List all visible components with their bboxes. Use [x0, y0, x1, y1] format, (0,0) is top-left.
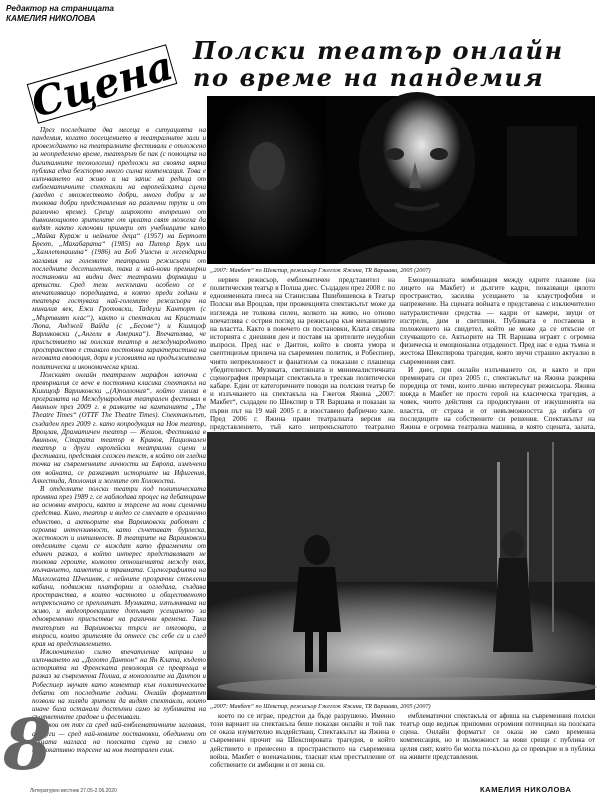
page-editor — [6, 4, 166, 24]
page-number: 8 — [3, 703, 52, 786]
left-paragraph-1: През последните два месеца в ситуацията на пандемия, когато посещението в театралните зали и провеждането на театралните фестивали е отложено за неопределено време, театърът бе пак (с помощта на дигиталните технологии) предложи на своята вярна публика една безспорно много силна компенсация. Това е излъчването на живо и на запис на редица от емблематичните спектакли на европейската сцена (заедно с множеството добри, много добри и не толкова добри представления на различни трупи и от различно време). Срещу широкото вътрешно от дивномощното зрителите от цялата свят можеха да видят както ключови примери от учебниците като „Майка Кураж и нейните деца“ (1957) на Бертолт Брехт, „Махабарата“ (1985) на Питър Брук или „Хамлетмашина“ (1986) на Боб Уилсън и легендарни заглавия на големите театрални режисьори от последните десетилетия, така и най-нови премиерни постановки на видни днес театрални формации и артисти. Сред тези нескъпани особено се е впечатляващо поредицата, в която преди години в театъра гостуваха най-големите режисьори на миналия век, Ежи Гротовски, Тадеуш Канторт (с „Мъртвият клас“), както и спектакли на Кристиан Люпа, Анджей Вайда (с „Бесове“) и Кшищоф Варликовски („Ангели в Америка“). Впечатлява, че присъствието на полския театър в международното пространство е станало постоянна характеристика на неговата еволюция, дори в условията на продължителна политическа и икономическа криза. — [32, 126, 207, 371]
section-rubric — [28, 40, 178, 128]
left-paragraph-3: В отделните полски театри под политическата промяна през 1989 г. се наблюдава процес на дебатиране на основни въпроси, както и търсене на нови сценични средства. Кино, театър и видео се смесват в органично единство, а актьорите във Варликовски работят с огромна интензивност, като съчетават бурлеска, жестокост и интимност. В театрите на Варликовски отделните сцени се виждат като фрагменти от единен разказ, в който интерес представляват не толкова героите, колкото отношенията между тях, мълчанието, паметта и травмата. Сценографията на Малгожата Шчешняк, с нейните прозрачни стъклени кабини, подвижни платформи и огледала, създава пространства, в които частното и общественото непрекъснато се преплитат. Музиката, изпълнявана на живо, и видеопроекциите допълват усещането за едновременно присъствие на различни времена. Така театърът на Варликовски търси не отговори, а въпроси, които зрителят да отнесе със себе си и след края на представлението. — [32, 484, 206, 648]
headline-line-2: по време на пандемия — [193, 63, 545, 92]
article-author: КАМЕЛИЯ НИКОЛОВА — [480, 785, 572, 794]
left-paragraph-5: Някои от тях са сред най-емблематичните заглавия, а други — сред най-новите постановки, обединени от общата нагласа на полската сцена за смело и провокативно търсене на нов театрален език. — [32, 721, 206, 754]
left-paragraph-4: Изключително силно впечатление направи и излъчването на „Делото Дантон“ на Ян Клата, където историята на Френската революция се превръща в разказ за съвременна Полша, а монолозите на Дантон и Робеспиер звучат като коментар към политическите дебати от последните години. Онлайн форматът позволи на хиляди зрители да видят спектакли, които иначе биха останали достъпни само за публиката на съответните градове и фестивали. — [32, 648, 206, 722]
middle-paragraph-bottom: което по се играе, предстои да бъде разрушено. Именно този вариант на спектакъла беше показан онлайн и той пак се оказа изумително въздействащ. Спектакълът на Яжина е съвременен прочит на Шекспировата трагедия, в който действието е пренесено в пространството на съвременна война. Макбет е военачалник, тласнат към престъпление от собствените си амбиции и от жена си. — [210, 712, 395, 769]
right-paragraph-2: И днес, при онлайн излъчването си, и както и при премиерата си през 2005 г., спектакълът на Яжина разкрива поредица от теми, които лично интересуват режисьора. Яжина вижда в Макбет не просто герой на класическа трагедия, а човек, чиито действия са продиктувани от изкушенията на властта, от страха и от невъзможността да избяга от последиците на собствените си решения. Спектакълът на Яжина е огромна театрална машина, в която сцената, залата, — [400, 365, 595, 431]
left-paragraph-2: Полският онлайн театрален марафон започна с превърналия се вече в постоянна класика спектакъл на Кшищоф Варликовски „(А)поллония“, който излиза в програмата на Международния театрален фестивал в Авиньон през 2009 г. в рамките на кампанията „The Theatre Times“ (OTTF The Theatre Times). Спектакълът, създаден през 2009 г. като копродукция на Нов театър, Вроцлав, Драматичен театър — Жешов, Фестивала в Авиньон, Старата театър в Краков, Национален театър и други европейски театрални сцени и фестивали, представя сложен текст, в който от гледна точка на съвременните личности на Европа, измъчени от войната, се разказват историите на Ифигения, Алкестида, Аполония и жените от Холокоста. — [32, 370, 206, 485]
middle-column-top — [210, 276, 395, 431]
middle-paragraph-top: нервен режисьор, емблематичен представител на политическия театър в Полша днес. Създаден през 2008 г. по едноименната пиеса на Станислава Пшибишевска в Театър Полски във Вроцлав, при прожекцията спектакълът може да изглежда не толкова силен, колкото на живо, но отново впечатлява с острия поглед на режисьора към механизмите на властта. Както в повечето си постановки, Клата свързва историята с днешния ден и поставя на зрителите неудобни въпроси. Пред нас е Дантон, който в своята умора и скептицизъм прилича на съвременен политик, и Робеспиер, чиято непреклонност и фанатизъм са показани с плашеща убедителност. Музиката, светлината и минималистичната сценография превръщат спектакъла в трескав политически кабаре. Един от категоричните поводи на полския театър бе и излъчването на спектакъла на Гжегож Яжина „2007: Макбет“, създаден по Шекспир в TR Варшава и показан за първи път на 19 май 2005 г. в изоставено фабрично хале. Пред 2006 г. Яжина прави театралната версия на представлението, тъй като непрекъснатото театрално — [210, 276, 395, 431]
headline-line-1: Полски театър онлайн — [193, 36, 564, 65]
bottom-photo — [207, 432, 595, 700]
right-paragraph-1: Емоционалната комбинация между едрите планове (на лицето на Макбет) и дългите кадри, показващи цялото пространство, засилва усещането за клаустрофобия и напрежение. На сцената войната е представена с изключително натуралистични средства — кадри от камери, звуци от изстрели, дим и светлини. Публиката е поставена в положението на свидетел, който не може да се откъсне от случващото се. Актьорите на TR Варшава играят с огромна физическа и емоционална отдаденост. Пред нас е една тъмна и жестока Шекспирова трагедия, която звучи страшно актуално в съвременния свят. — [400, 276, 595, 366]
middle-column-bottom — [210, 712, 395, 780]
bottom-photo-caption: „2007: Макбет“ по Шекспир, режисьор Гжегож Яжина, TR Варшава, 2005 (2007) — [210, 703, 431, 710]
footer-publication: Литературен вестник 27.05-2.06.2020 — [30, 788, 117, 794]
right-column-top — [400, 276, 595, 431]
editor-role: Редактор на страницата — [6, 4, 114, 13]
section-rubric-graphic — [28, 40, 178, 128]
editor-name: КАМЕЛИЯ НИКОЛОВА — [6, 14, 96, 23]
left-column — [32, 126, 206, 770]
section-title: Сцена — [26, 41, 179, 127]
top-photo-image — [207, 96, 595, 264]
right-column-bottom — [400, 712, 595, 780]
right-paragraph-bottom: емблематични спектакъла от афиша на съвременния полски театър още веднъж припомни огромния потенциал на полската сцена. Онлайн форматът се оказа не само временна компенсация, но и възможност за нови срещи с публика от целия свят, която би могла по-късно да се превърне и в публика на живите представления. — [400, 712, 595, 761]
bottom-photo-image — [207, 432, 595, 700]
top-photo-caption: „2007: Макбет“ по Шекспир, режисьор Гжегож Яжина, TR Варшава, 2005 (2007) — [210, 267, 431, 274]
top-photo — [207, 96, 595, 264]
headline — [193, 37, 593, 91]
